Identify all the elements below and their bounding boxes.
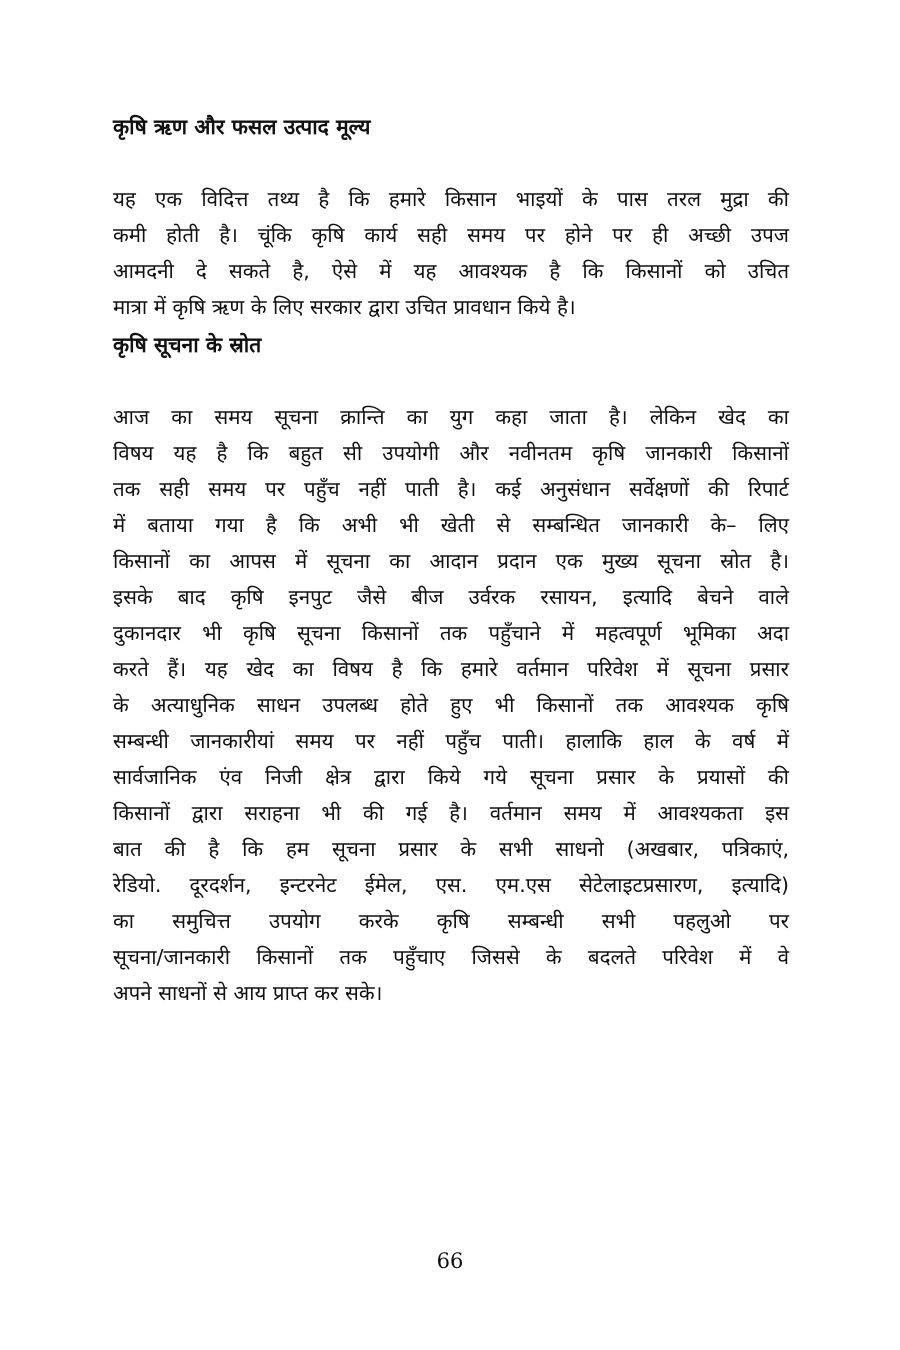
text-line: सूचना/जानकारी किसानों तक पहुँचाए जिससे के बदलते परिवेश में वे (113, 945, 789, 969)
text-line: विषय यह है कि बहुत सी उपयोगी और नवीनतम कृषि जानकारी किसानों (113, 441, 789, 465)
section-agricultural-credit (113, 112, 789, 325)
text-line: किसानों का आपस में सूचना का आदान प्रदान एक मुख्य सूचना स्रोत है। (113, 549, 789, 573)
section-heading: कृषि सूचना के स्रोत (113, 333, 262, 357)
text-line: यह एक विदित्त तथ्य है कि हमारे किसान भाइयों के पास तरल मुद्रा की (113, 187, 789, 211)
text-line: करते हैं। यह खेद का विषय है कि हमारे वर्तमान परिवेश में सूचना प्रसार (113, 657, 789, 681)
text-line: किसानों द्वारा सराहना भी की गई है। वर्तमान समय में आवश्यकता इस (113, 801, 789, 825)
text-line: तक सही समय पर पहुँच नहीं पाती है। कई अनुसंधान सर्वेक्षणों की रिपार्ट (113, 477, 789, 501)
text-line: का समुचित्त उपयोग करके कृषि सम्बन्धी सभी पहलुओ पर (113, 909, 789, 933)
text-line: दुकानदार भी कृषि सूचना किसानों तक पहुँचाने में महत्वपूर्ण भूमिका अदा (113, 621, 789, 645)
text-line: सार्वजानिक एंव निजी क्षेत्र द्वारा किये गये सूचना प्रसार के प्रयासों की (113, 765, 789, 789)
text-line: सम्बन्धी जानकारीयां समय पर नहीं पहुँच पाती। हालाकि हाल के वर्ष में (113, 729, 789, 753)
text-line: आज का समय सूचना क्रान्ति का युग कहा जाता है। लेकिन खेद का (113, 405, 789, 429)
text-line: इसके बाद कृषि इनपुट जैसे बीज उर्वरक रसायन, इत्यादि बेचने वाले (113, 585, 789, 609)
text-line: कमी होती है। चूंकि कृषि कार्य सही समय पर होने पर ही अच्छी उपज (113, 223, 789, 247)
section-information-sources (113, 330, 789, 1011)
text-line: रेडियो. दूरदर्शन, इन्टरनेट ईमेल, एस. एम.एस सेटेलाइटप्रसारण, इत्यादि) (113, 873, 789, 897)
section-heading: कृषि ऋण और फसल उत्पाद मूल्य (113, 115, 371, 139)
paragraph (113, 181, 789, 325)
text-line: आमदनी दे सकते है, ऐसे में यह आवश्यक है कि किसानों को उचित (113, 259, 789, 283)
text-line: अपने साधनों से आय प्राप्त कर सके। (113, 981, 383, 1005)
text-line: मात्रा में कृषि ऋण के लिए सरकार द्वारा उचित प्रावधान किये है। (113, 295, 576, 319)
text-line: में बताया गया है कि अभी भी खेती से सम्बन्धित जानकारी के– लिए (113, 513, 789, 537)
text-line: के अत्याधुनिक साधन उपलब्ध होते हुए भी किसानों तक आवश्यक कृषि (113, 693, 789, 717)
page-number: 66 (436, 1249, 464, 1273)
text-line: बात की है कि हम सूचना प्रसार के सभी साधनो (अखबार, पत्रिकाएं, (113, 837, 789, 861)
paragraph (113, 399, 789, 1011)
